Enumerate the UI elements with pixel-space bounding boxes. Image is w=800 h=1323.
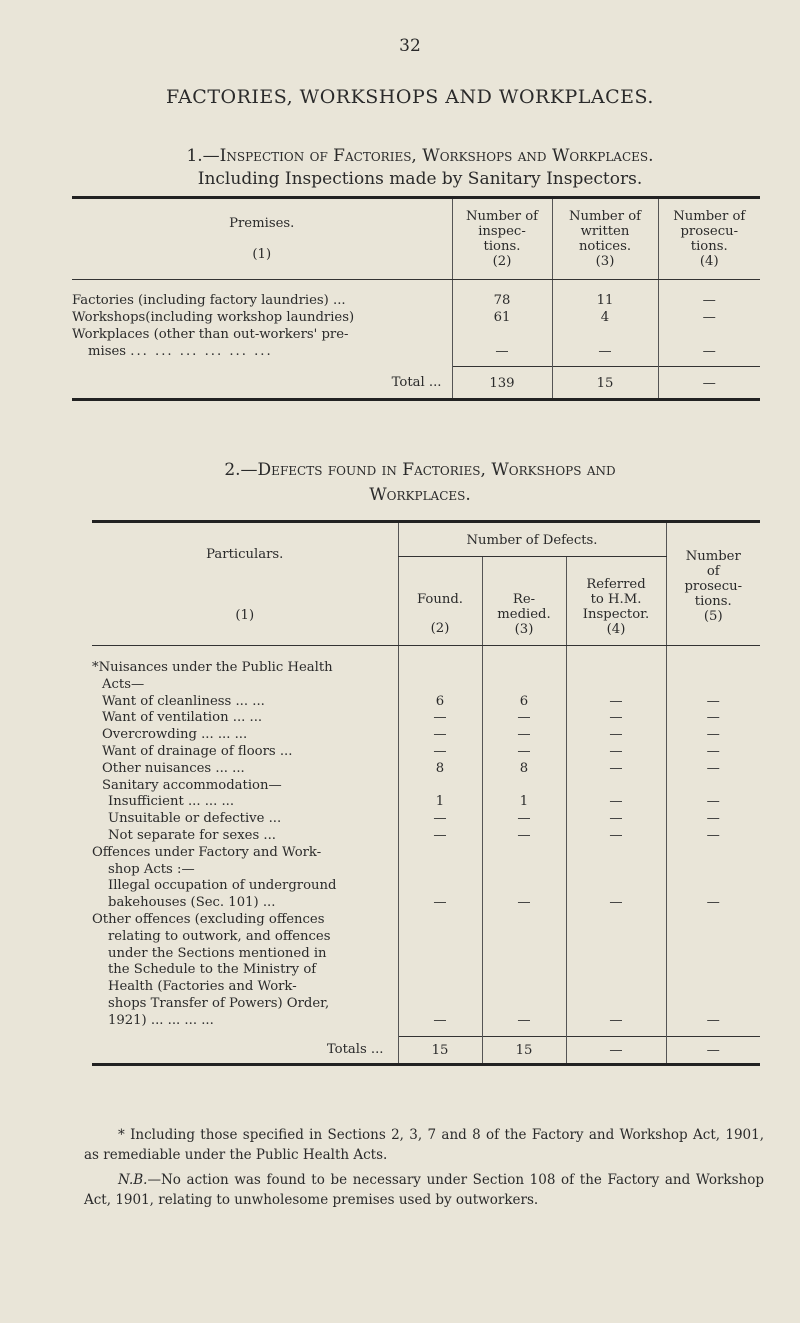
total-label: Total ... [391, 375, 442, 391]
header-notices: Number of written notices. (3) [552, 198, 658, 280]
cell-remedied: — [482, 710, 566, 727]
cell-remedied: — [482, 811, 566, 828]
cell-prosecutions [666, 979, 760, 996]
row-label: Offences under Factory and Work- [92, 844, 322, 860]
section1-title: 1.—Inspection of Factories, Workshops and Workplaces. [186, 146, 654, 166]
cell-found: — [398, 1013, 482, 1036]
cell-found [398, 912, 482, 929]
row-label: Not separate for sexes ... [108, 827, 276, 843]
row-label: Overcrowding ... ... ... [102, 727, 248, 743]
table-row [92, 761, 760, 778]
table-row [92, 878, 760, 895]
row-label: Want of drainage of floors ... [102, 743, 293, 759]
cell-prosecutions: — [666, 761, 760, 778]
cell-remedied: 1 [482, 794, 566, 811]
cell-found [398, 862, 482, 879]
cell-remedied: — [482, 727, 566, 744]
table-row [92, 996, 760, 1013]
cell-referred [566, 996, 666, 1013]
total-referred: — [566, 1036, 666, 1065]
table-row [92, 778, 760, 795]
cell-referred: — [566, 727, 666, 744]
cell-prosecutions: — [658, 326, 760, 366]
cell-referred [566, 912, 666, 929]
cell-remedied [482, 677, 566, 694]
header-prosecutions: Number of prosecu- tions. (5) [666, 522, 760, 646]
table-row [92, 895, 760, 912]
cell-remedied [482, 862, 566, 879]
row-label: Acts— [102, 676, 145, 692]
cell-found: — [398, 744, 482, 761]
table-row [92, 845, 760, 862]
cell-found: — [398, 811, 482, 828]
cell-remedied [482, 845, 566, 862]
cell-prosecutions: — [666, 710, 760, 727]
cell-referred: — [566, 710, 666, 727]
cell-found: 8 [398, 761, 482, 778]
cell-referred [566, 778, 666, 795]
cell-referred: — [566, 811, 666, 828]
header-inspections: Number of inspec- tions. (2) [452, 198, 552, 280]
total-prosecutions: — [658, 366, 760, 399]
cell-remedied: — [482, 744, 566, 761]
cell-remedied: 8 [482, 761, 566, 778]
cell-prosecutions [666, 878, 760, 895]
page-number: 32 [399, 36, 421, 56]
cell-found: 6 [398, 694, 482, 711]
table-row [92, 929, 760, 946]
row-label: Workshops(including workshop laundries) [72, 310, 355, 325]
cell-prosecutions [666, 912, 760, 929]
table-row [92, 677, 760, 694]
header-referred: Referred to H.M. Inspector. (4) [566, 557, 666, 646]
row-label: bakehouses (Sec. 101) ... [108, 895, 276, 911]
row-label: relating to outwork, and offences [108, 928, 331, 944]
cell-prosecutions: — [666, 794, 760, 811]
cell-remedied [482, 979, 566, 996]
cell-remedied: — [482, 828, 566, 845]
table-row [92, 646, 760, 677]
cell-found [398, 996, 482, 1013]
cell-inspections: 61 [452, 309, 552, 326]
table-row [92, 811, 760, 828]
row-label: shops Transfer of Powers) Order, [108, 995, 330, 1011]
cell-prosecutions [666, 946, 760, 963]
total-row [72, 366, 760, 399]
cell-referred [566, 929, 666, 946]
row-label: Workplaces (other than out-workers' pre- mises ... ... ... ... ... ... [72, 327, 349, 359]
defects-table [92, 520, 760, 1066]
cell-remedied [482, 962, 566, 979]
cell-inspections: 78 [452, 280, 552, 310]
table-row [92, 1013, 760, 1036]
header-number-of-defects: Number of Defects. [398, 522, 666, 557]
row-label: the Schedule to the Ministry of [108, 962, 317, 978]
cell-prosecutions: — [666, 727, 760, 744]
cell-found [398, 677, 482, 694]
table-row [92, 962, 760, 979]
row-label: 1921) ... ... ... ... [108, 1012, 214, 1028]
cell-found [398, 646, 482, 677]
table-row [72, 280, 760, 310]
cell-prosecutions [666, 862, 760, 879]
cell-found [398, 878, 482, 895]
cell-prosecutions: — [658, 280, 760, 310]
cell-referred: — [566, 694, 666, 711]
total-notices: 15 [552, 366, 658, 399]
total-remedied: 15 [482, 1036, 566, 1065]
cell-inspections: — [452, 326, 552, 366]
cell-prosecutions [666, 929, 760, 946]
cell-found: — [398, 828, 482, 845]
table-row [92, 946, 760, 963]
table-row [92, 694, 760, 711]
total-label: Totals ... [326, 1042, 384, 1058]
section2-title: 2.—Defects found in Factories, Workshops and Workplaces. [224, 460, 616, 505]
cell-prosecutions: — [666, 811, 760, 828]
cell-remedied [482, 912, 566, 929]
cell-found: — [398, 710, 482, 727]
total-row [92, 1036, 760, 1065]
cell-prosecutions [666, 845, 760, 862]
table-header-row [92, 522, 760, 557]
header-particulars: Particulars. (1) [92, 522, 398, 646]
cell-referred [566, 646, 666, 677]
table-row [92, 710, 760, 727]
cell-found [398, 962, 482, 979]
cell-prosecutions: — [666, 694, 760, 711]
cell-prosecutions [666, 996, 760, 1013]
cell-prosecutions [666, 778, 760, 795]
cell-referred: — [566, 761, 666, 778]
table-row [92, 979, 760, 996]
cell-remedied: — [482, 895, 566, 912]
row-label: Other offences (excluding offences [92, 911, 325, 927]
cell-referred: — [566, 794, 666, 811]
cell-remedied [482, 996, 566, 1013]
cell-notices: 4 [552, 309, 658, 326]
section1-subtitle: Including Inspections made by Sanitary Inspectors. [197, 169, 643, 189]
row-label: *Nuisances under the Public Health [92, 660, 333, 675]
footnote-asterisk: * Including those specified in Sections 2, 3, 7 and 8 of the Factory and Workshop Act, 1901, as remediable under the Public Health Acts. [84, 1127, 764, 1163]
row-label: Health (Factories and Work- [108, 979, 297, 995]
cell-remedied: — [482, 1013, 566, 1036]
row-label: Illegal occupation of underground [108, 878, 337, 894]
cell-referred: — [566, 828, 666, 845]
table-row [92, 744, 760, 761]
row-label: Unsuitable or defective ... [108, 811, 282, 827]
cell-found: 1 [398, 794, 482, 811]
row-label: under the Sections mentioned in [108, 945, 327, 961]
row-label: Want of cleanliness ... ... [102, 693, 265, 709]
header-found: Found. (2) [398, 557, 482, 646]
table-row [72, 309, 760, 326]
cell-found [398, 929, 482, 946]
table-row [92, 912, 760, 929]
cell-referred: — [566, 744, 666, 761]
cell-prosecutions [666, 962, 760, 979]
table-row [72, 326, 760, 366]
cell-notices: — [552, 326, 658, 366]
table-row [92, 794, 760, 811]
cell-referred [566, 962, 666, 979]
total-found: 15 [398, 1036, 482, 1065]
row-label: shop Acts :— [108, 861, 195, 877]
cell-referred [566, 862, 666, 879]
cell-referred [566, 845, 666, 862]
cell-notices: 11 [552, 280, 658, 310]
row-label: Factories (including factory laundries) ... [72, 293, 346, 308]
row-label: Insufficient ... ... ... [108, 794, 235, 810]
footnote-nb: N.B.—No action was found to be necessary under Section 108 of the Factory and Workshop Act, 1901, relating to unwholesome premises used by outworkers. [84, 1172, 764, 1208]
cell-found [398, 946, 482, 963]
header-premises: Premises. (1) [72, 198, 452, 280]
cell-remedied [482, 878, 566, 895]
cell-prosecutions [666, 677, 760, 694]
cell-prosecutions: — [658, 309, 760, 326]
cell-found [398, 778, 482, 795]
cell-found [398, 845, 482, 862]
header-prosecutions: Number of prosecu- tions. (4) [658, 198, 760, 280]
cell-found: — [398, 895, 482, 912]
cell-referred [566, 677, 666, 694]
cell-remedied [482, 778, 566, 795]
cell-prosecutions: — [666, 744, 760, 761]
row-label: Want of ventilation ... ... [102, 710, 263, 726]
cell-referred [566, 878, 666, 895]
cell-prosecutions: — [666, 828, 760, 845]
cell-referred [566, 946, 666, 963]
cell-referred [566, 979, 666, 996]
cell-referred: — [566, 895, 666, 912]
total-inspections: 139 [452, 366, 552, 399]
inspections-table [72, 196, 760, 401]
cell-remedied: 6 [482, 694, 566, 711]
table-row [92, 727, 760, 744]
cell-prosecutions: — [666, 895, 760, 912]
table-row [92, 828, 760, 845]
table-row [92, 862, 760, 879]
cell-found [398, 979, 482, 996]
row-label: Sanitary accommodation— [102, 777, 282, 793]
cell-remedied [482, 946, 566, 963]
total-prosecutions: — [666, 1036, 760, 1065]
page-title: FACTORIES, WORKSHOPS AND WORKPLACES. [166, 86, 654, 108]
cell-prosecutions: — [666, 1013, 760, 1036]
cell-remedied [482, 929, 566, 946]
cell-prosecutions [666, 646, 760, 677]
cell-referred: — [566, 1013, 666, 1036]
row-label: Other nuisances ... ... [102, 760, 245, 776]
cell-remedied [482, 646, 566, 677]
header-remedied: Re- medied. (3) [482, 557, 566, 646]
cell-found: — [398, 727, 482, 744]
table-header-row [72, 198, 760, 280]
